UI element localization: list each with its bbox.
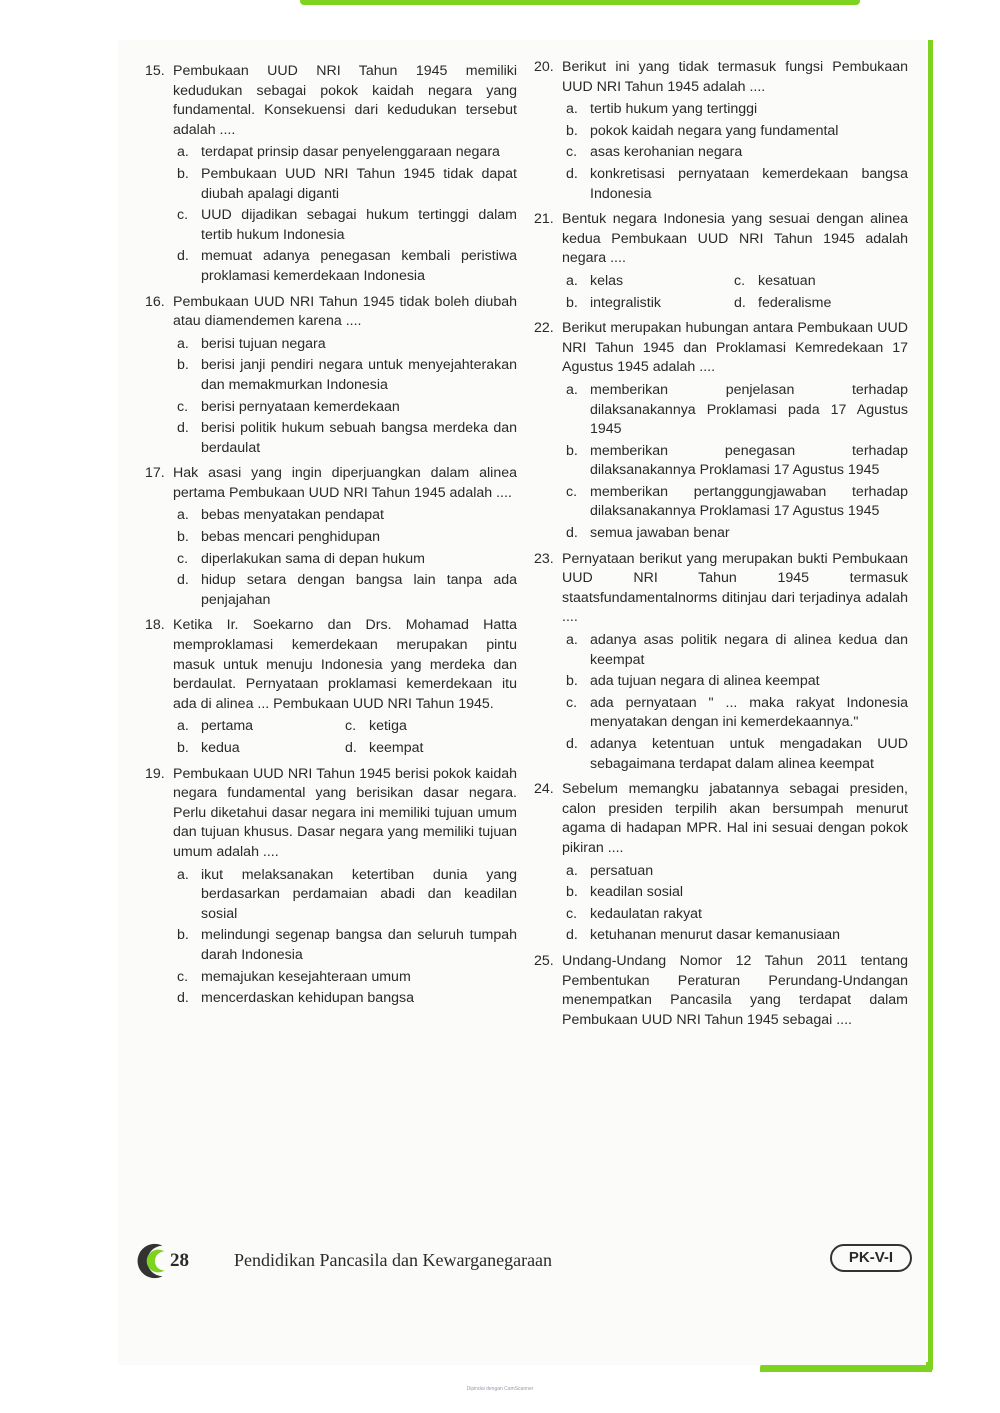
answer-options — [562, 381, 908, 544]
option-text: memberikan penegasan terhadap dilaksanakannya Proklamasi 17 Agustus 1945 — [590, 442, 908, 479]
option-letter: b. — [177, 357, 189, 374]
answer-option — [173, 247, 517, 286]
question-number: 25. — [534, 952, 554, 969]
question-number: 18. — [145, 617, 165, 634]
option-letter: b. — [566, 673, 578, 690]
answer-option — [730, 294, 898, 314]
answer-option — [562, 272, 730, 292]
answer-options-grid — [173, 717, 517, 758]
option-text: tertib hukum yang tertinggi — [590, 101, 758, 118]
option-letter: c. — [177, 207, 189, 224]
answer-option — [341, 717, 509, 737]
option-text: berisi janji pendiri negara untuk menyejahterakan dan memakmurkan Indonesia — [201, 357, 517, 393]
option-letter: c. — [734, 272, 746, 289]
question-number: 23. — [534, 550, 554, 567]
question-number: 15. — [145, 63, 165, 79]
option-letter: b. — [566, 294, 578, 311]
answer-option — [562, 442, 908, 481]
answer-option — [173, 335, 517, 355]
question-item — [534, 952, 908, 1030]
option-text: kedaulatan rakyat — [590, 905, 702, 922]
question-stem: Berikut ini yang tidak termasuk fungsi Pembukaan UUD NRI Tahun 1945 adalah .... — [562, 59, 908, 95]
option-text: adanya asas politik negara di alinea kedua dan keempat — [590, 632, 908, 668]
answer-option — [562, 862, 908, 882]
answer-option — [173, 926, 517, 965]
option-text: ketiga — [369, 718, 407, 735]
answer-option — [730, 272, 898, 292]
option-letter: d. — [177, 990, 189, 1007]
answer-options — [173, 335, 517, 459]
option-letter: d. — [177, 248, 189, 265]
option-letter: d. — [345, 740, 357, 756]
option-letter: b. — [566, 884, 578, 901]
option-letter: a. — [177, 718, 189, 735]
code-badge: PK-V-I — [830, 1244, 912, 1272]
question-item — [534, 319, 908, 544]
option-text: memberikan pertanggungjawaban terhadap dilaksanakannya Proklamasi 17 Agustus 1945 — [590, 483, 908, 520]
option-text: bebas mencari penghidupan — [201, 529, 381, 546]
question-item — [145, 293, 517, 459]
option-text: keempat — [369, 740, 424, 756]
option-text: keadilan sosial — [590, 884, 684, 901]
option-text: bebas menyatakan pendapat — [201, 507, 385, 524]
answer-option — [173, 866, 517, 925]
option-text: memberikan penjelasan terhadap dilaksanakannya Proklamasi pada 17 Agustus 1945 — [590, 381, 908, 438]
answer-option — [562, 483, 908, 522]
option-text: kelas — [590, 272, 624, 289]
option-letter: a. — [177, 144, 189, 161]
option-text: asas kerohanian negara — [590, 144, 743, 161]
option-text: UUD dijadikan sebagai hukum tertinggi dalam tertib hukum Indonesia — [201, 207, 517, 243]
option-letter: c. — [566, 905, 578, 922]
answer-options — [173, 506, 517, 610]
question-item — [145, 616, 517, 758]
scanner-watermark: Dipindai dengan CamScanner — [466, 1386, 534, 1392]
option-text: hidup setara dengan bangsa lain tanpa ada penjajahan — [201, 572, 517, 608]
option-letter: d. — [177, 572, 189, 589]
option-text: federalisme — [758, 294, 832, 311]
option-letter: b. — [177, 740, 189, 756]
option-text: melindungi segenap bangsa dan seluruh tumpah darah Indonesia — [201, 927, 517, 963]
option-text: berisi tujuan negara — [201, 335, 326, 352]
question-item — [145, 464, 517, 610]
option-letter: a. — [566, 381, 578, 398]
option-letter: d. — [566, 525, 578, 542]
answer-option — [562, 165, 908, 204]
question-item — [534, 550, 908, 775]
option-letter: b. — [177, 529, 189, 546]
question-item — [534, 210, 908, 313]
answer-option — [562, 672, 908, 692]
question-stem: Pembukaan UUD NRI Tahun 1945 tidak boleh diubah atau diamendemen karena .... — [173, 293, 517, 330]
question-stem: Bentuk negara Indonesia yang sesuai dengan alinea kedua Pembukaan UUD NRI Tahun 1945 adalah negara .... — [562, 211, 908, 267]
option-text: integralistik — [590, 294, 661, 311]
option-text: ada tujuan negara di alinea keempat — [590, 673, 820, 690]
question-number: 21. — [534, 211, 554, 228]
answer-option — [173, 528, 517, 548]
answer-option — [173, 989, 517, 1009]
option-text: diperlakukan sama di depan hukum — [201, 550, 425, 567]
answer-option — [173, 506, 517, 526]
question-number: 16. — [145, 293, 165, 310]
option-text: berisi politik hukum sebuah bangsa merdeka dan berdaulat — [201, 420, 517, 456]
answer-option — [562, 122, 908, 142]
option-text: berisi pernyataan kemerdekaan — [201, 398, 400, 415]
answer-option — [173, 968, 517, 988]
question-stem: Pembukaan UUD NRI Tahun 1945 memiliki kedudukan sebagai pokok kaidah negara yang fundamental. Konsekuensi dari kedudukan tersebut adalah .... — [173, 63, 517, 138]
option-text: persatuan — [590, 862, 654, 879]
answer-options — [173, 143, 517, 286]
option-text: ada pernyataan " ... maka rakyat Indonesia menyatakan dengan ini kemerdekaannya." — [590, 694, 908, 731]
option-letter: a. — [177, 335, 189, 352]
option-text: kesatuan — [758, 272, 816, 289]
book-title: Pendidikan Pancasila dan Kewarganegaraan — [234, 1250, 553, 1270]
option-letter: a. — [177, 507, 189, 524]
option-letter: c. — [177, 398, 189, 415]
answer-option — [173, 739, 341, 759]
question-stem: Berikut merupakan hubungan antara Pembukaan UUD NRI Tahun 1945 dan Proklamasi Kemredekaan 17 Agustus 1945 adalah .... — [562, 320, 908, 376]
option-text: ketuhanan menurut dasar kemanusiaan — [590, 927, 841, 944]
option-letter: d. — [566, 736, 578, 752]
right-column — [534, 58, 908, 1036]
answer-option — [173, 206, 517, 245]
option-letter: a. — [566, 862, 578, 879]
question-stem: Undang-Undang Nomor 12 Tahun 2011 tentang Pembentukan Peraturan Perundang-Undangan menempatkan Pancasila yang terdapat dalam Pembukaan UUD NRI Tahun 1945 sebagai .... — [562, 952, 908, 1028]
answer-option — [562, 294, 730, 314]
option-letter: c. — [566, 694, 578, 711]
option-letter: d. — [734, 294, 746, 311]
option-text: memuat adanya penegasan kembali peristiwa proklamasi kemerdekaan Indonesia — [201, 248, 517, 284]
question-item — [145, 62, 517, 287]
page-footer — [130, 1242, 920, 1282]
question-item — [145, 765, 517, 1009]
option-letter: b. — [566, 122, 578, 139]
answer-option — [562, 143, 908, 163]
option-text: Pembukaan UUD NRI Tahun 1945 tidak dapat diubah apalagi diganti — [201, 165, 517, 202]
option-letter: d. — [177, 420, 189, 437]
answer-option — [173, 571, 517, 610]
question-stem: Ketika Ir. Soekarno dan Drs. Mohamad Hatta memproklamasi kemerdekaan merupakan pintu masuk untuk menuju Indonesia yang merdeka dan berdaulat. Pernyataan proklamasi kemerdekaan itu ada di alinea ... Pembukaan UUD NRI Tahun 1945. — [173, 617, 517, 712]
question-number: 19. — [145, 765, 165, 782]
option-text: ikut melaksanakan ketertiban dunia yang berdasarkan perdamaian abadi dan keadilan sosial — [201, 866, 517, 922]
option-letter: c. — [566, 483, 578, 500]
left-column — [145, 62, 517, 1015]
question-stem: Sebelum memangku jabatannya sebagai presiden, calon presiden terpilih akan bersumpah menurut agama di hadapan MPR. Hal ini sesuai dengan pokok pikiran .... — [562, 781, 908, 856]
answer-option — [562, 381, 908, 440]
option-text: adanya ketentuan untuk mengadakan UUD sebagaimana terdapat dalam alinea keempat — [590, 736, 908, 772]
question-item — [534, 58, 908, 204]
answer-option — [173, 356, 517, 395]
answer-option — [562, 631, 908, 670]
option-text: semua jawaban benar — [590, 525, 730, 542]
option-letter: d. — [566, 165, 578, 182]
option-letter: b. — [177, 927, 189, 944]
question-stem: Pembukaan UUD NRI Tahun 1945 berisi pokok kaidah negara fundamental yang berisikan dasar negara. Perlu diketahui dasar negara ini memiliki tujuan umum dan tujuan khusus. Dasar negara yang memiliki tujuan umum adalah .... — [173, 765, 517, 860]
option-text: pokok kaidah negara yang fundamental — [590, 122, 839, 139]
option-text: terdapat prinsip dasar penyelenggaraan negara — [201, 144, 500, 161]
answer-option — [173, 398, 517, 418]
option-letter: a. — [566, 272, 578, 289]
question-item — [534, 780, 908, 946]
option-letter: c. — [177, 550, 189, 567]
answer-options — [173, 866, 517, 1009]
option-letter: c. — [566, 144, 578, 161]
answer-option — [562, 905, 908, 925]
answer-option — [173, 419, 517, 458]
option-letter: c. — [345, 718, 357, 735]
crescent-logo-icon — [134, 1242, 172, 1280]
answer-option — [173, 143, 517, 163]
option-letter: a. — [566, 632, 578, 649]
answer-option — [562, 100, 908, 120]
option-text: mencerdaskan kehidupan bangsa — [201, 990, 414, 1007]
green-right-border — [928, 40, 933, 1370]
answer-option — [173, 717, 341, 737]
option-letter: b. — [566, 442, 578, 459]
option-letter: a. — [177, 866, 189, 883]
green-top-border — [300, 0, 860, 5]
option-letter: a. — [566, 101, 578, 118]
option-letter: d. — [566, 927, 578, 944]
answer-option — [562, 735, 908, 774]
question-number: 20. — [534, 59, 554, 75]
option-text: konkretisasi pernyataan kemerdekaan bangsa Indonesia — [590, 165, 908, 202]
option-text: memajukan kesejahteraan umum — [201, 968, 411, 985]
page-number: 28 — [170, 1250, 189, 1271]
answer-options — [562, 862, 908, 946]
answer-option — [562, 524, 908, 544]
question-number: 17. — [145, 465, 165, 482]
answer-options-grid — [562, 272, 908, 313]
answer-option — [173, 165, 517, 204]
answer-option — [562, 883, 908, 903]
question-number: 22. — [534, 320, 554, 337]
option-text: kedua — [201, 740, 240, 756]
answer-options — [562, 631, 908, 774]
question-number: 24. — [534, 781, 554, 798]
question-stem: Hak asasi yang ingin diperjuangkan dalam alinea pertama Pembukaan UUD NRI Tahun 1945 adalah .... — [173, 465, 517, 501]
answer-option — [562, 694, 908, 733]
answer-options — [562, 100, 908, 204]
answer-option — [173, 550, 517, 570]
option-text: pertama — [201, 718, 254, 735]
answer-option — [341, 739, 509, 759]
answer-option — [562, 926, 908, 946]
option-letter: b. — [177, 165, 189, 182]
option-letter: c. — [177, 968, 189, 985]
question-stem: Pernyataan berikut yang merupakan bukti Pembukaan UUD NRI Tahun 1945 termasuk staatsfundamentalnorms ditinjau dari terjadinya adalah .... — [562, 550, 908, 626]
